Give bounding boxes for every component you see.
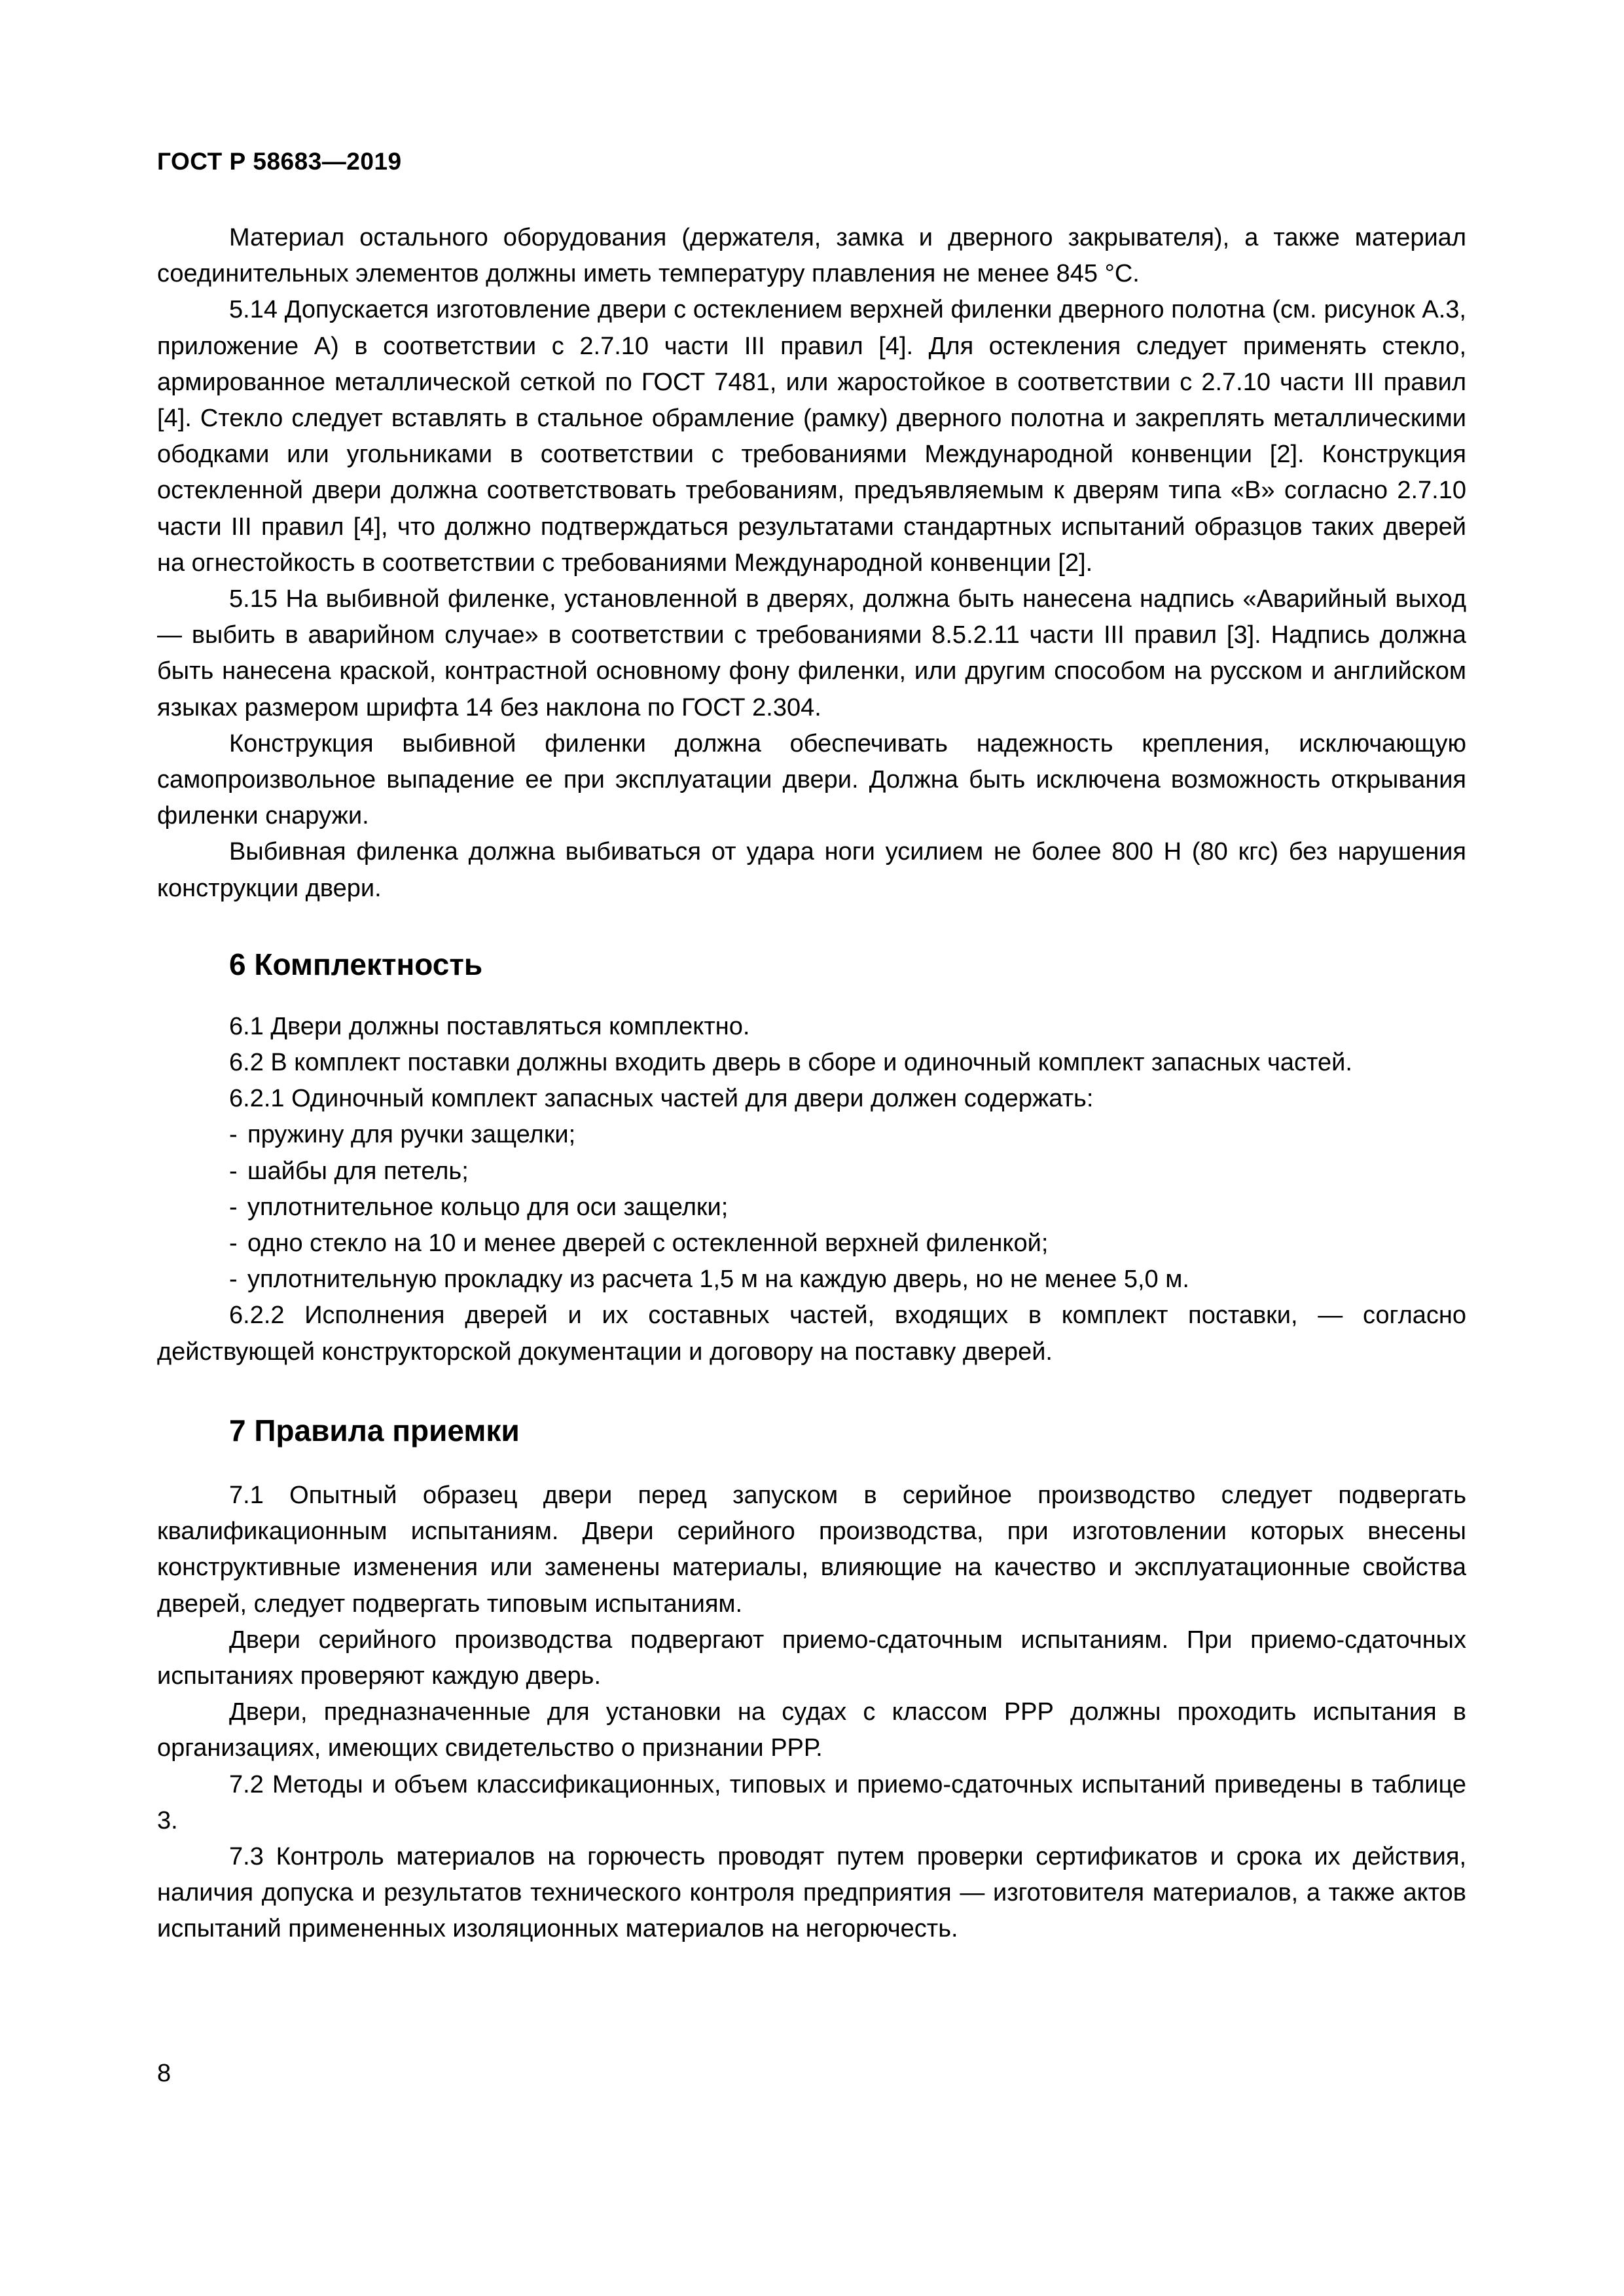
list-item-text: пружину для ручки защелки; [247, 1121, 576, 1149]
list-item-text: уплотнительное кольцо для оси защелки; [247, 1193, 729, 1221]
list-item-text: уплотнительную прокладку из расчета 1,5 м на каждую дверь, но не менее 5,0 м. [247, 1266, 1189, 1294]
list-item [157, 1226, 1466, 1262]
paragraph-6-2: 6.2 В комплект поставки должны входить дверь в сборе и одиночный комплект запасных частей. [229, 1049, 1352, 1077]
paragraph-rrr-testing: Двери, предназначенные для установки на судах с классом РРР должны проходить испытания в организациях, имеющих свидетельство о признании РРР. [157, 1698, 1466, 1762]
paragraph-panel-kick: Выбивная филенка должна выбиваться от удара ноги усилием не более 800 Н (80 кгс) без нарушения конструкции двери. [157, 838, 1466, 902]
dash-bullet: - [229, 1266, 238, 1294]
paragraph-6-2-2: 6.2.2 Исполнения дверей и их составных частей, входящих в комплект поставки, — согласно действующей конструкторской документации и договору на поставку дверей. [157, 1302, 1466, 1366]
section-6-heading: 6 Комплектность [229, 947, 483, 981]
document-body [157, 220, 1466, 1948]
paragraph-panel-construction: Конструкция выбивной филенки должна обеспечивать надежность крепления, исключающую самопроизвольное выпадение ее при эксплуатации двери. Должна быть исключена возможность открывания филенки снаружи. [157, 729, 1466, 830]
dash-bullet: - [229, 1157, 238, 1185]
paragraph-6-1: 6.1 Двери должны поставляться комплектно. [229, 1012, 750, 1040]
list-item-text: одно стекло на 10 и менее дверей с остекленной верхней филенкой; [247, 1230, 1049, 1258]
paragraph-6-2-1: 6.2.1 Одиночный комплект запасных частей для двери должен содержать: [229, 1085, 1094, 1113]
page-number: 8 [157, 2060, 171, 2087]
paragraph-7-1: 7.1 Опытный образец двери перед запуском в серийное производство следует подвергать квалификационным испытаниям. Двери серийного производства, при изготовлении которых внесены конструктивные изменения или заменены материалы, влияющие на качество и эксплуатационные свойства дверей, следует подвергать типовым испытаниям. [157, 1481, 1466, 1618]
list-item-text: шайбы для петель; [247, 1157, 469, 1185]
document-code-header: ГОСТ Р 58683—2019 [157, 148, 402, 175]
dash-bullet: - [229, 1121, 238, 1149]
dash-bullet: - [229, 1193, 238, 1221]
paragraph-material-melting: Материал остального оборудования (держателя, замка и дверного закрывателя), а также материал соединительных элементов должны иметь температуру плавления не менее 845 °С. [157, 224, 1466, 288]
paragraph-serial-production: Двери серийного производства подвергают приемо-сдаточным испытаниям. При приемо-сдаточных испытаниях проверяют каждую дверь. [157, 1626, 1466, 1690]
list-item [157, 1117, 1466, 1153]
paragraph-5-15: 5.15 На выбивной филенке, установленной в дверях, должна быть нанесена надпись «Аварийный выход — выбить в аварийном случае» в соответствии с требованиями 8.5.2.11 части III правил [3]. Надпись должна быть нанесена краской, контрастной основному фону филенки, или другим способом на русском и английском языках размером шрифта 14 без наклона по ГОСТ 2.304. [157, 585, 1466, 721]
paragraph-7-3: 7.3 Контроль материалов на горючесть проводят путем проверки сертификатов и срока их действия, наличия допуска и результатов технического контроля предприятия — изготовителя материалов, а также актов испытаний примененных изоляционных материалов на негорючесть. [157, 1842, 1466, 1943]
paragraph-7-2: 7.2 Методы и объем классификационных, типовых и приемо-сдаточных испытаний приведены в таблице 3. [157, 1770, 1466, 1834]
list-item [157, 1262, 1466, 1298]
list-item [157, 1154, 1466, 1190]
paragraph-5-14: 5.14 Допускается изготовление двери с остеклением верхней филенки дверного полотна (см. рисунок А.3, приложение А) в соответствии с 2.7.10 части III правил [4]. Для остекления следует применять стекло, армированное металлической сеткой по ГОСТ 7481, или жаростойкое в соответствии с 2.7.10 части III правил [4]. Стекло следует вставлять в стальное обрамление (рамку) дверного полотна и закреплять металлическими ободками или угольниками в соответствии с требованиями Международной конвенции [2]. Конструкция остекленной двери должна соответствовать требованиям, предъявляемым к дверям типа «В» согласно 2.7.10 части III правил [4], что должно подтверждаться результатами стандартных испытаний образцов таких дверей на огнестойкость в соответствии с требованиями Международной конвенции [2]. [157, 296, 1466, 577]
list-item [157, 1190, 1466, 1226]
section-7-heading: 7 Правила приемки [229, 1413, 520, 1448]
dash-bullet: - [229, 1230, 238, 1258]
